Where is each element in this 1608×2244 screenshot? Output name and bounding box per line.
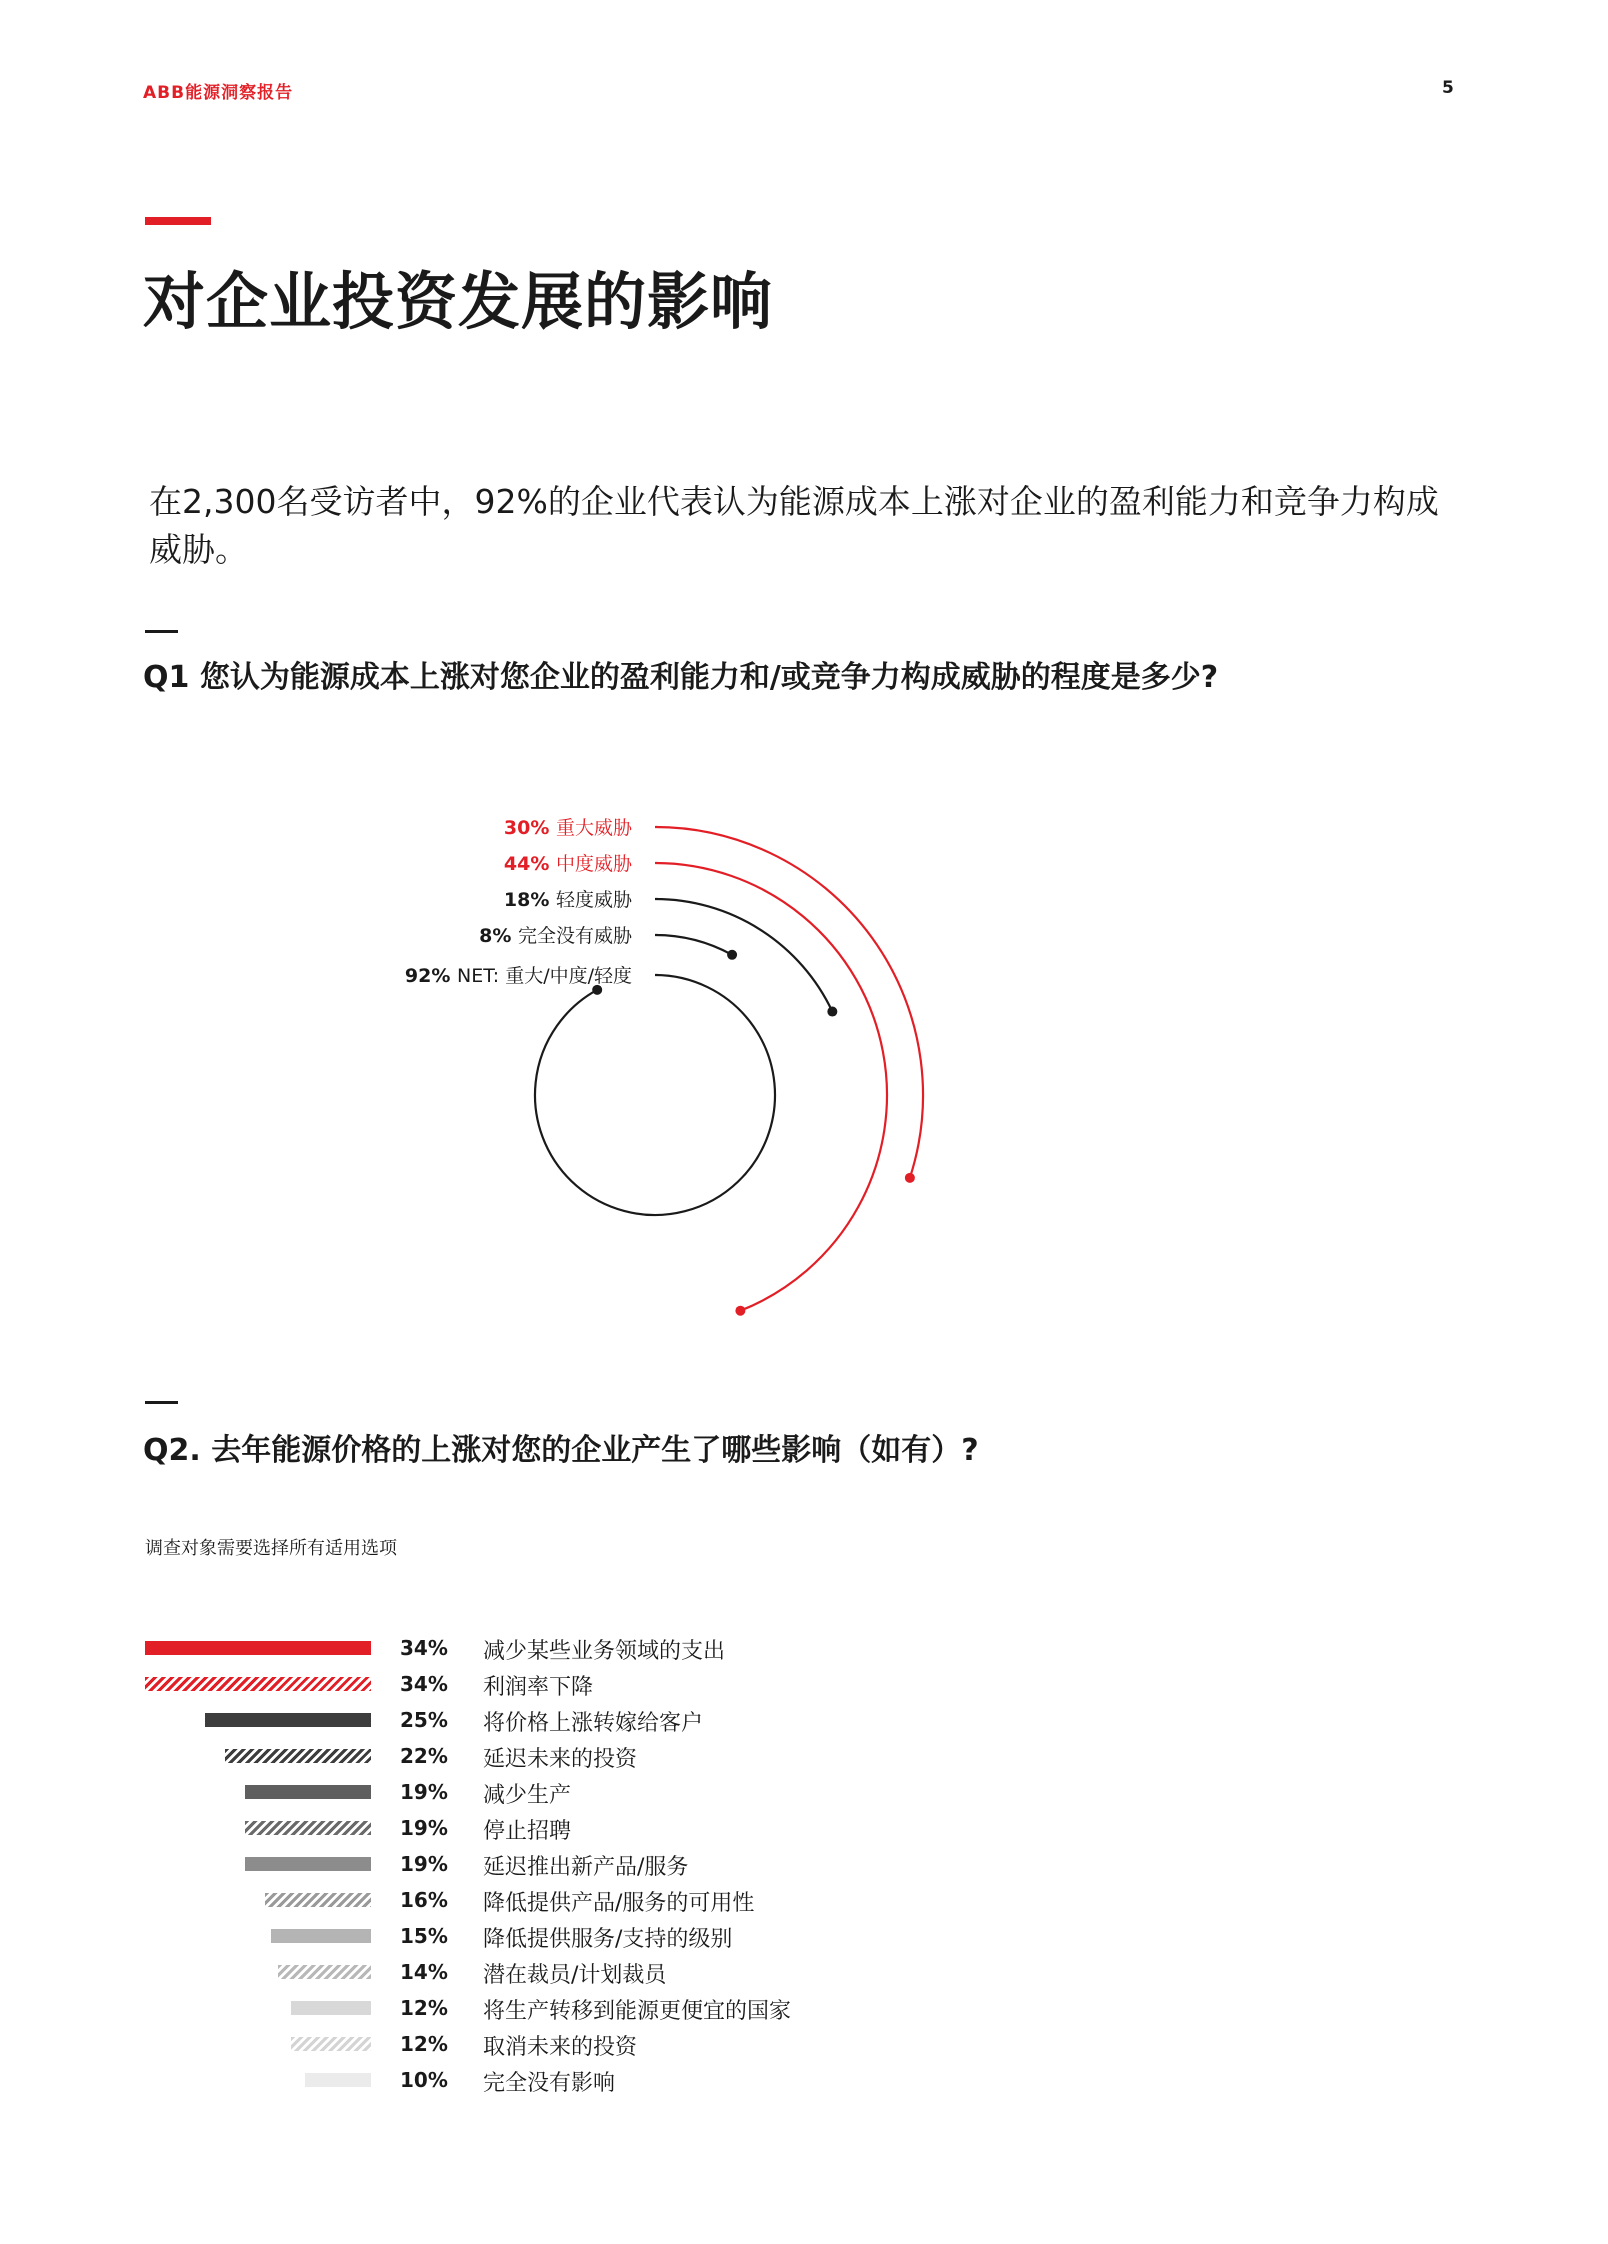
lead-paragraph: 在2,300名受访者中，92%的企业代表认为能源成本上涨对企业的盈利能力和竞争力构成威胁。 [149,482,1439,569]
q1-question: Q1 您认为能源成本上涨对您企业的盈利能力和/或竞争力构成威胁的程度是多少? [143,660,1219,695]
bar-row [0,1954,1000,1990]
bar-category-label: 减少某些业务领域的支出 [483,1639,726,1664]
bar-category-label: 将价格上涨转嫁给客户 [483,1711,704,1736]
bar-row [0,1846,1000,1882]
bar-row [0,1738,1000,1774]
bar-category-label: 降低提供服务/支持的级别 [483,1927,733,1952]
bar-value-label: 19% [400,1780,448,1804]
bar-row [0,2026,1000,2062]
bar-mark [245,1821,371,1835]
q1-divider [145,630,178,633]
label-net: 92% NET: 重大/中度/轻度 [404,965,632,987]
bar-row [0,1810,1000,1846]
bar-row [0,1882,1000,1918]
bar-value-label: 34% [400,1636,448,1660]
page-title: 对企业投资发展的影响 [143,265,774,338]
bar-value-label: 22% [400,1744,448,1768]
q2-divider [145,1401,178,1404]
q2-bar-chart [0,1630,1000,2110]
bar-mark [291,2037,371,2051]
bar-category-label: 降低提供产品/服务的可用性 [483,1891,755,1916]
bar-row [0,1666,1000,1702]
bar-mark [245,1785,371,1799]
arc-major-end-dot [905,1173,915,1183]
bar-row [0,1918,1000,1954]
q2-note: 调查对象需要选择所有适用选项 [145,1538,397,1559]
bar-row [0,1990,1000,2026]
bar-row [0,1774,1000,1810]
bar-row [0,2062,1000,2098]
bar-mark [278,1965,371,1979]
arc-moderate-end-dot [735,1306,745,1316]
bar-category-label: 利润率下降 [483,1675,594,1700]
label-none: 8% 完全没有威胁 [479,925,632,947]
arc-minor [655,899,832,1012]
bar-category-label: 减少生产 [483,1783,572,1808]
bar-value-label: 19% [400,1852,448,1876]
q2-question: Q2. 去年能源价格的上涨对您的企业产生了哪些影响（如有）? [143,1433,979,1468]
bar-category-label: 将生产转移到能源更便宜的国家 [483,1999,792,2024]
bar-category-label: 停止招聘 [483,1819,572,1844]
bar-category-label: 潜在裁员/计划裁员 [483,1963,667,1988]
bar-mark [265,1893,371,1907]
title-accent-bar [145,217,211,225]
bar-category-label: 延迟未来的投资 [483,1747,638,1772]
bar-value-label: 16% [400,1888,448,1912]
bar-mark [305,2073,371,2087]
bar-mark [145,1677,371,1691]
page-number: 5 [1442,78,1454,98]
arc-minor-end-dot [827,1007,837,1017]
bar-value-label: 10% [400,2068,448,2092]
bar-category-label: 取消未来的投资 [483,2035,638,2060]
arc-none [655,935,732,955]
bar-mark [291,2001,371,2015]
bar-mark [145,1641,371,1655]
bar-row [0,1702,1000,1738]
bar-value-label: 12% [400,1996,448,2020]
bar-row [0,1630,1000,1666]
arc-none-end-dot [727,950,737,960]
bar-value-label: 14% [400,1960,448,1984]
bar-mark [205,1713,371,1727]
bar-value-label: 25% [400,1708,448,1732]
arc-major [655,827,923,1178]
q1-radial-chart [0,780,1000,1320]
bar-category-label: 完全没有影响 [483,2071,616,2096]
report-header-title: ABB能源洞察报告 [143,83,294,103]
arc-moderate [655,863,887,1311]
bar-mark [271,1929,371,1943]
label-major: 30% 重大威胁 [503,817,632,839]
bar-category-label: 延迟推出新产品/服务 [483,1855,689,1880]
bar-mark [225,1749,371,1763]
bar-value-label: 19% [400,1816,448,1840]
label-moderate: 44% 中度威胁 [503,853,632,875]
bar-mark [245,1857,371,1871]
label-minor: 18% 轻度威胁 [503,889,632,911]
bar-value-label: 15% [400,1924,448,1948]
arc-net [535,975,775,1215]
bar-value-label: 12% [400,2032,448,2056]
bar-value-label: 34% [400,1672,448,1696]
